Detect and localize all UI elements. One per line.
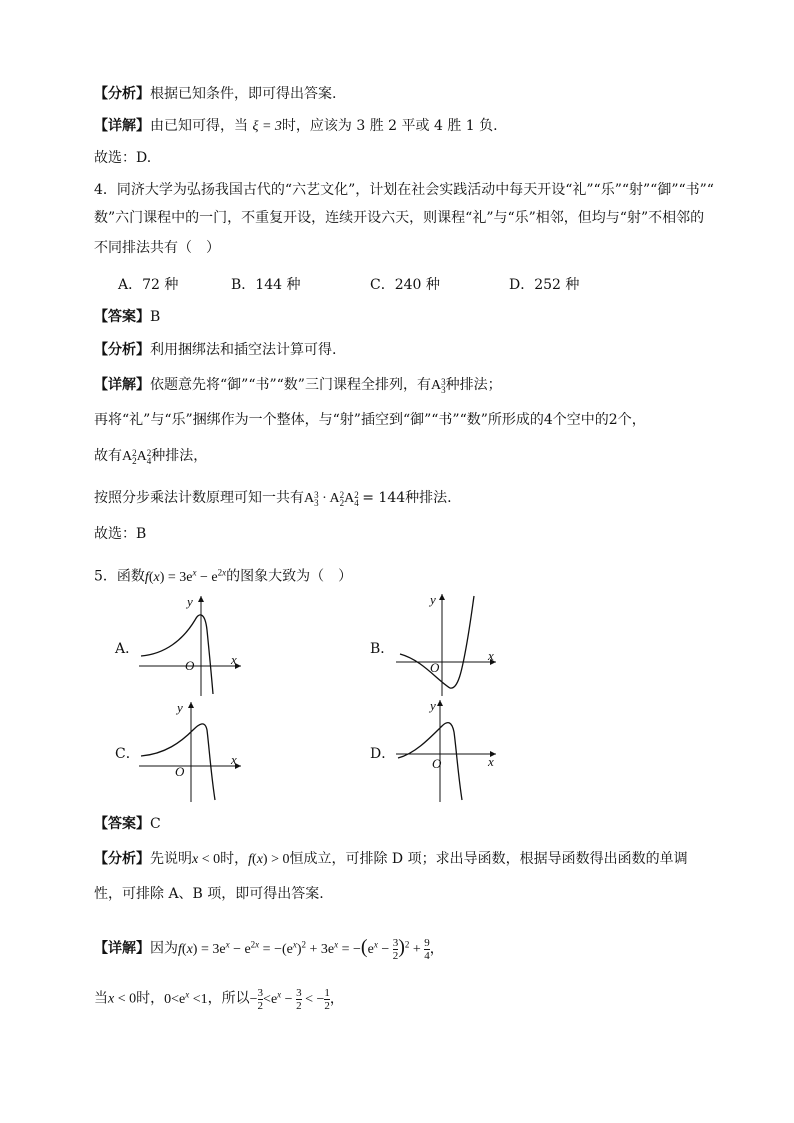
graph-a-curve [141,615,213,694]
q5-function: $f(x) = 3e^x - e^{2x}$ [144,567,227,585]
q4-detail-3b: 种排法， [151,448,208,464]
graph-b-y-label: y [430,592,436,607]
q3-detail-post: 时，应该为 3 胜 2 平或 4 胜 1 负. [281,118,498,134]
q4-detail-line-1 [94,375,502,396]
q5-stem [94,562,352,588]
q3-analysis [94,84,336,104]
graph-c-origin: O [175,764,185,779]
q5-analysis-1a: 先说明 [150,851,192,867]
graph-b-label: B． [370,641,395,657]
q3-detail-math: ξ = 3 [252,119,282,134]
q4-detail-4a: 按照分步乘法计数原理可知一共有 [94,490,304,506]
q3-detail [94,116,498,137]
q4-option-d: D．252 种 [509,277,580,293]
q5-last-a: 当 [94,990,108,1007]
graph-a-x-label: x [231,652,237,667]
q3-choice: 故选：D. [94,150,152,166]
graph-c-y-label: y [177,700,183,715]
math-inequality: − 3 $2<e^x$ − 3 2 < − 1 2， [249,986,344,1012]
analysis-tag: 【分析】 [94,851,150,867]
q4-analysis [94,340,336,360]
q4-option-b: B．144 种 [231,277,301,293]
answer-tag: 【答案】 [94,309,150,325]
q4-detail-1b: 种排法； [445,377,502,393]
q5-answer [94,814,161,834]
q4-detail-1a: 依题意先将“御”“书”“数”三门课程全排列，有 [150,377,431,393]
perm-product: A3 3 · A2 2A2 4 [304,489,359,508]
q4-stem-line-3: 不同排法共有（ ） [94,240,220,256]
q5-last-line [94,980,344,1014]
perm-a22-a42: A2 2A2 4 [122,447,152,466]
q5-analysis-1c: 恒成立，可排除 D 项；求出导函数，根据导函数得出函数的单调 [289,851,688,867]
q4-detail-line-3 [94,446,207,467]
graph-d-y-label: y [430,698,436,713]
q4-choice: 故选：B [94,526,147,542]
graph-b-x-label: x [488,648,494,663]
graph-d-origin: O [432,756,442,771]
q4-detail-4b: = 144种排法. [362,490,452,506]
graph-c [135,696,255,806]
graph-d-label: D． [370,746,396,762]
graph-a-y-label: y [187,594,193,609]
q4-stem-line-1: 4．同济大学为弘扬我国古代的“六艺文化”，计划在社会实践活动中每天开设“礼”“乐”“射”“御”“书”“ [94,182,714,198]
graph-a-origin: O [185,658,195,673]
q5-last-b: 时， [136,990,165,1007]
q5-answer-value: C [150,816,161,832]
graph-d [392,696,502,806]
detail-tag: 【详解】 [94,377,150,393]
graph-b [392,590,502,700]
detail-tag: 【详解】 [94,940,150,957]
math-x-lt-0-b: x < 0 [108,991,137,1007]
math-f-gt-0: f(x) > 0 [248,852,290,867]
q4-option-a: A．72 种 [118,277,179,293]
math-ex-range: $0<e^x <1$ [164,989,208,1007]
graph-d-curve [398,723,462,800]
q4-option-c: C．240 种 [370,277,440,293]
graph-a-label: A． [115,641,140,657]
q5-detail [94,930,444,964]
q5-stem-a: 5．函数 [94,568,145,585]
q5-detail-equation: $f(x) = 3e^x - e^{2x} = -(e^x)^2 + 3e^x = -(e^x$ − 3 2)$^2$ + 9 4， [178,935,444,962]
graph-b-origin: O [430,660,440,675]
perm-a33: A3 3 [430,376,446,395]
q5-detail-a: 因为 [150,940,178,957]
detail-tag: 【详解】 [94,118,150,134]
graph-d-x-label: x [488,754,494,769]
q3-detail-pre: 由已知可得，当 [150,118,248,134]
analysis-tag: 【分析】 [94,342,150,358]
q3-analysis-text: 根据已知条件，即可得出答案. [150,86,337,102]
q5-last-c: ，所以 [207,990,250,1007]
analysis-tag: 【分析】 [94,86,150,102]
q4-stem-line-2: 数”六门课程中的一门，不重复开设，连续开设六天，则课程“礼”与“乐”相邻，但均与“射”不相邻的 [94,210,705,226]
q4-detail-line-4 [94,488,452,509]
graph-c-curve [141,724,215,800]
q4-analysis-text: 利用捆绑法和插空法计算可得. [150,342,337,358]
q4-detail-line-2: 再将“礼”与“乐”捆绑作为一个整体，与“射”插空到“御”“书”“数”所形成的4个空中的2个， [94,412,646,428]
q5-analysis-1b: 时， [220,851,249,867]
q4-answer-value: B [150,309,161,325]
answer-tag: 【答案】 [94,816,150,832]
graph-c-label: C． [115,746,140,762]
q5-analysis-line-1 [94,849,688,870]
math-x-lt-0: x < 0 [192,852,221,867]
q5-analysis-line-2: 性，可排除 A、B 项，即可得出答案. [94,886,324,902]
q4-answer [94,307,160,327]
q5-stem-b: 的图象大致为（ ） [226,568,353,585]
graph-a [135,590,255,700]
q4-detail-3a: 故有 [94,448,122,464]
graph-c-x-label: x [231,752,237,767]
